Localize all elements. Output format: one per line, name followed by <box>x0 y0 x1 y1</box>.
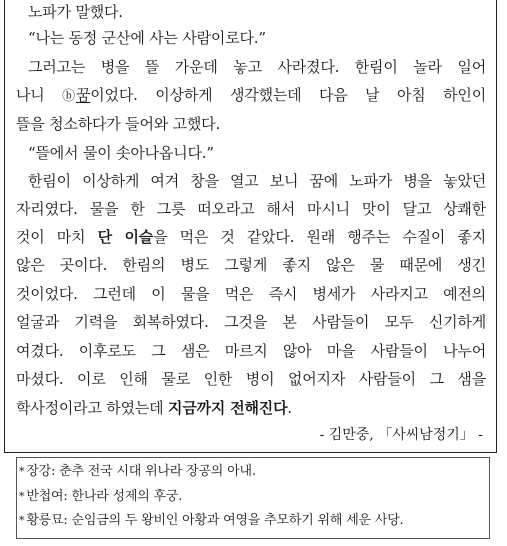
line-text: 이었다. 이상하게 생각했는데 다음 날 아침 하인이 <box>90 86 487 104</box>
footnote-text: : 한나라 성제의 후궁. <box>63 489 183 504</box>
footnote-term: 장강 <box>26 464 52 479</box>
footnote <box>19 463 256 481</box>
passage-line <box>16 397 486 419</box>
passage-line: “뜰에서 물이 솟아나옵니다.” <box>28 144 214 162</box>
passage-line: 않은 곳이다. 한림의 병도 그렇게 좋지 않은 물 때문에 생긴 <box>16 256 486 274</box>
source-citation: - 김만중, 「사씨남정기」 - <box>319 427 483 443</box>
footnote-term: 황릉묘 <box>26 513 64 528</box>
asterisk-mark: * <box>19 465 25 478</box>
passage-line: 그러고는 병을 뜰 가운데 놓고 사라졌다. 한림이 놀라 일어 <box>28 58 486 76</box>
passage-line: “나는 동정 군산에 사는 사람이로다.” <box>28 29 266 47</box>
line-text: 을 먹은 것 같았다. 원래 행주는 수질이 좋지 <box>153 228 486 246</box>
circled-label-b: ⓑ <box>62 89 75 104</box>
underlined-word: 꿈 <box>75 86 91 104</box>
footnote <box>19 488 182 506</box>
passage-border-left <box>4 0 5 453</box>
footnote-text: : 춘추 전국 시대 위나라 장공의 아내. <box>51 464 256 479</box>
passage-border-bottom <box>4 452 496 453</box>
passage-line: 얼굴과 기력을 회복하였다. 그것을 본 사람들이 모두 신기하게 <box>16 313 486 331</box>
line-text: 것이 마치 <box>16 228 98 246</box>
passage-line: 것이었다. 그런데 이 물을 먹은 즉시 병세가 사라지고 예전의 <box>16 285 486 303</box>
line-text: 나니 <box>16 86 63 104</box>
passage-border-right <box>496 0 497 453</box>
passage-line: 여겼다. 이후로도 그 샘은 마르지 않아 마을 사람들이 나누어 <box>16 342 486 360</box>
footnote-text: : 순임금의 두 왕비인 아황과 여영을 추모하기 위해 세운 사당. <box>63 513 404 528</box>
line-text: 학사정이라고 하였는데 <box>16 399 169 417</box>
passage-line: 한림이 이상하게 여겨 창을 열고 보니 꿈에 노파가 병을 놓았던 <box>28 172 486 190</box>
bold-phrase: 단 이슬 <box>97 228 154 246</box>
footnote-term: 반첩여 <box>26 489 64 504</box>
passage-line <box>16 226 486 248</box>
passage-line <box>16 84 486 106</box>
bold-phrase: 지금까지 전해진다 <box>168 399 288 417</box>
passage-line: 마셨다. 이로 인해 물로 인한 병이 없어지자 사람들이 그 샘을 <box>16 370 486 388</box>
passage-line: 뜰을 청소하다가 들어와 고했다. <box>16 115 221 133</box>
asterisk-mark: * <box>19 490 25 503</box>
passage-line: 노파가 말했다. <box>28 3 123 21</box>
footnote <box>19 512 404 530</box>
line-text: . <box>287 399 292 417</box>
asterisk-mark: * <box>19 514 25 527</box>
passage-line: 자리였다. 물을 한 그릇 떠오라고 해서 마시니 맛이 달고 상쾌한 <box>16 200 486 218</box>
